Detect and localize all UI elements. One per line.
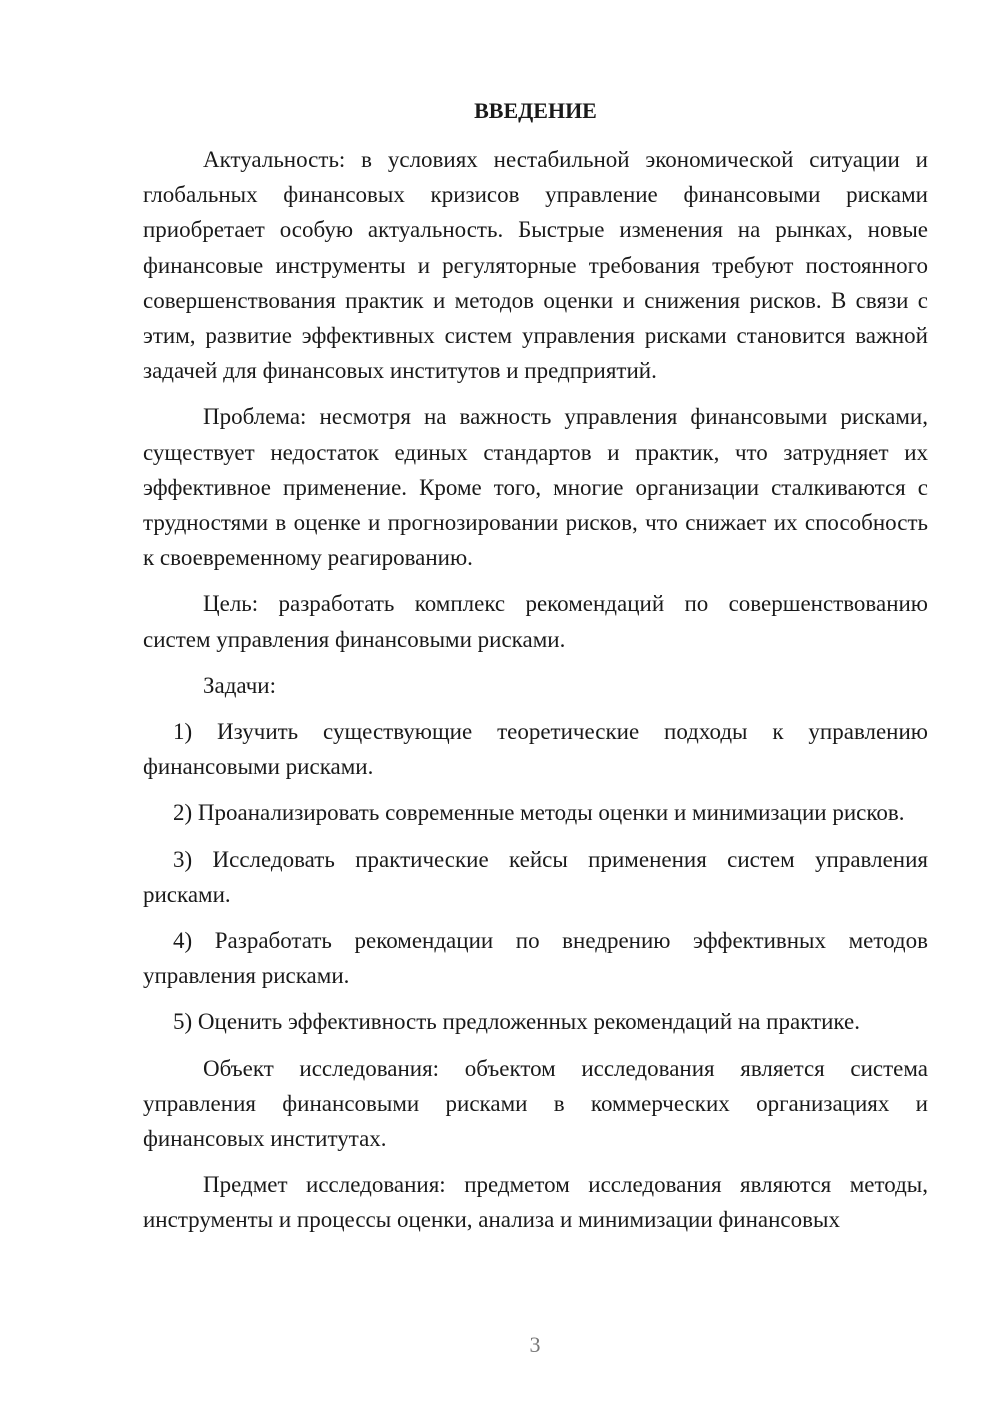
task-item-1: 1) Изучить существующие теоретические подходы к управлению финансовыми рисками. xyxy=(143,719,928,780)
page-number: 3 xyxy=(529,1332,541,1357)
task-item-4: 4) Разработать рекомендации по внедрению эффективных методов управления рисками. xyxy=(143,928,928,989)
problem-paragraph: Проблема: несмотря на важность управления финансовыми рисками, существует недостаток единых стандартов и практик, что затрудняет их эффективное применение. Кроме того, многие организации сталкиваются с трудностями в оценке и прогнозировании рисков, что снижает их способность к своевременному реагированию. xyxy=(143,404,928,571)
tasks-list xyxy=(143,714,928,1040)
relevance-paragraph: Актуальность: в условиях нестабильной экономической ситуации и глобальных финансовых кризисов управление финансовыми рисками приобретает особую актуальность. Быстрые изменения на рынках, новые финансовые инструменты и регуляторные требования требуют постоянного совершенствования практик и методов оценки и снижения рисков. В связи с этим, развитие эффективных систем управления рисками становится важной задачей для финансовых институтов и предприятий. xyxy=(143,147,928,384)
tasks-label: Задачи: xyxy=(203,672,276,698)
task-item-5: 5) Оценить эффективность предложенных рекомендаций на практике. xyxy=(173,1009,860,1035)
goal-paragraph: Цель: разработать комплекс рекомендаций по совершенствованию систем управления финансовыми рисками. xyxy=(143,591,928,652)
subject-paragraph: Предмет исследования: предметом исследования являются методы, инструменты и процессы оценки, анализа и минимизации финансовых xyxy=(143,1172,928,1233)
page-title: ВВЕДЕНИЕ xyxy=(474,98,597,123)
page-content xyxy=(143,93,928,1249)
object-paragraph: Объект исследования: объектом исследования является система управления финансовыми рисками в коммерческих организациях и финансовых институтах. xyxy=(143,1055,928,1152)
task-item-2: 2) Проанализировать современные методы оценки и минимизации рисков. xyxy=(173,800,905,826)
task-item-3: 3) Исследовать практические кейсы применения систем управления рисками. xyxy=(143,846,928,907)
